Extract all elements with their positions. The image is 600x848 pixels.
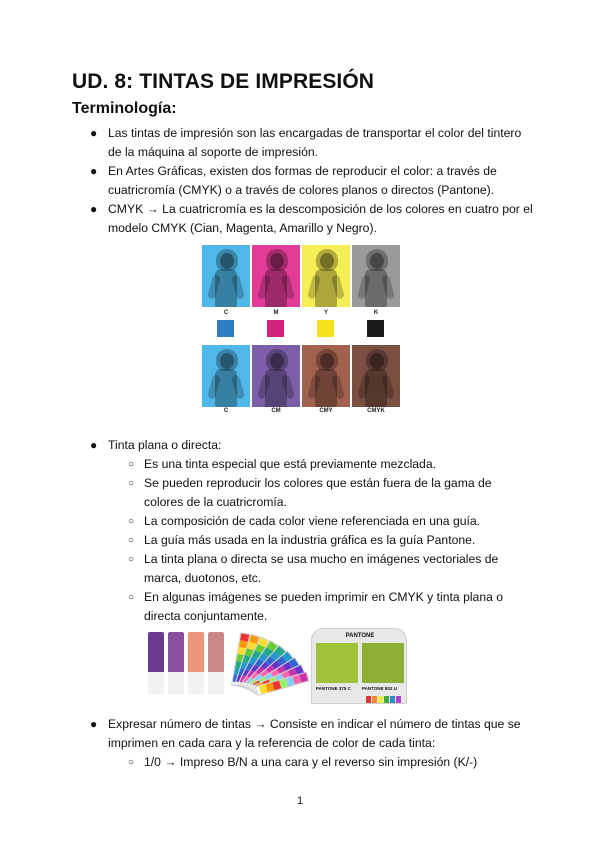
label-cmyk-combo: CMYK	[367, 408, 385, 414]
page-title: UD. 8: TINTAS DE IMPRESIÓN	[72, 70, 375, 93]
cyan-photo	[202, 245, 250, 307]
magenta-photo	[252, 245, 300, 307]
black-swatch	[367, 320, 384, 337]
intro-bullet-1: Las tintas de impresión son las encargadas de transportar el color del tintero de la máquina al soporte de impresión.	[108, 126, 522, 159]
cyan-swatch	[217, 320, 234, 337]
yellow-swatch	[317, 320, 334, 337]
bullet-dot: ●	[90, 202, 98, 216]
sub-bullet-circle: ○	[128, 535, 135, 546]
bullet-dot: ●	[90, 126, 98, 140]
cmyk-photo	[352, 345, 400, 407]
intro-bullet-3: CMYK → La cuatricromía es la descomposición de los colores en cuatro por el modelo CMYK (Cian, Magenta, Amarillo y Negro).	[108, 202, 533, 235]
sub-bullet-circle: ○	[128, 554, 135, 565]
black-photo	[352, 245, 400, 307]
label-cmy-combo: CMY	[319, 408, 333, 414]
green-swatch-coated	[316, 643, 358, 683]
spot-bullet: Tinta plana o directa:	[108, 438, 222, 452]
section-heading: Terminología:	[72, 100, 177, 117]
pantone-chip	[208, 632, 224, 694]
pantone-chip	[188, 632, 204, 694]
sub-bullet-circle: ○	[128, 478, 135, 489]
pantone-swatch-book-image	[311, 628, 407, 704]
pantone-logo: PANTONE	[345, 633, 375, 639]
label-c: C	[223, 310, 229, 316]
cm-photo	[252, 345, 300, 407]
bullet-dot: ●	[90, 164, 98, 178]
magenta-swatch	[267, 320, 284, 337]
inks-bullet: Expresar número de tintas → Consiste en indicar el número de tintas que se imprimen en cada cara y la referencia de color de cada tinta:	[108, 717, 521, 750]
yellow-photo	[302, 245, 350, 307]
spot-sub-3: La composición de cada color viene referenciada en una guía.	[144, 514, 481, 528]
swatch-code-2: PANTONE 802 U	[362, 686, 397, 691]
label-cm-combo: CM	[271, 408, 281, 414]
green-swatch-uncoated	[362, 643, 404, 683]
label-k: K	[373, 310, 379, 316]
spot-sub-6: En algunas imágenes se pueden imprimir en CMYK y tinta plana o directa conjuntamente.	[144, 590, 504, 623]
label-m: M	[273, 310, 279, 316]
spot-sub-1: Es una tinta especial que está previamente mezclada.	[144, 457, 436, 471]
pantone-chip	[168, 632, 184, 694]
label-c-combo: C	[223, 408, 229, 414]
spot-sub-4: La guía más usada en la industria gráfica es la guía Pantone.	[144, 533, 476, 547]
sub-bullet-circle: ○	[128, 516, 135, 527]
page-number: 1	[296, 795, 304, 807]
swatch-code-1: PANTONE 375 C	[316, 686, 351, 691]
intro-bullet-2: En Artes Gráficas, existen dos formas de reproducir el color: a través de cuatricromía (CMYK) o a través de colores planos o directos (Pantone).	[108, 164, 497, 197]
spot-sub-5: La tinta plana o directa se usa mucho en imágenes vectoriales de marca, duotonos, etc.	[144, 552, 499, 585]
bullet-dot: ●	[90, 717, 98, 731]
inks-sub-1: 1/0 → Impreso B/N a una cara y el reverso sin impresión (K/-)	[144, 755, 478, 769]
cmyk-separation-figure	[200, 245, 400, 415]
bullet-dot: ●	[90, 438, 98, 452]
sub-bullet-circle: ○	[128, 459, 135, 470]
spot-sub-2: Se pueden reproducir los colores que están fuera de la gama de colores de la cuatricromía.	[144, 476, 492, 509]
color-bars	[366, 691, 402, 704]
pantone-chip	[148, 632, 164, 694]
label-y: Y	[323, 310, 328, 316]
sub-bullet-circle: ○	[128, 592, 135, 603]
c-photo	[202, 345, 250, 407]
sub-bullet-circle: ○	[128, 757, 135, 768]
cmy-photo	[302, 345, 350, 407]
pantone-fan-guide-image	[146, 628, 284, 704]
